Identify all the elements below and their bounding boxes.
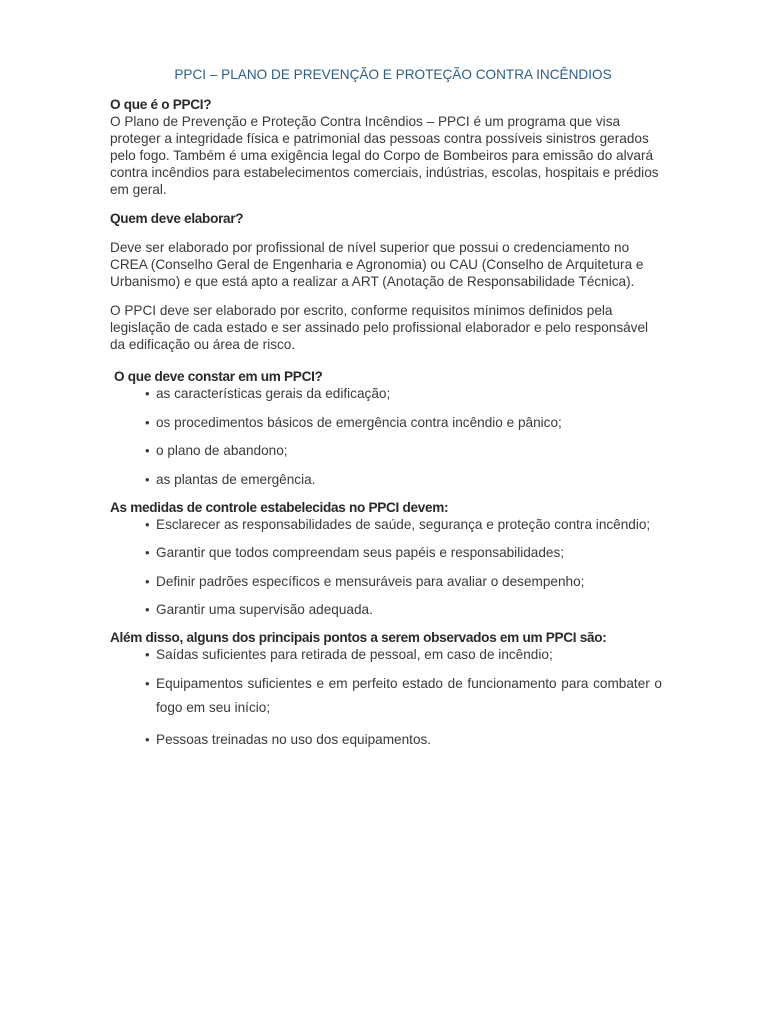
section-contents [110,368,662,488]
document-title: PPCI – PLANO DE PREVENÇÃO E PROTEÇÃO CONTRA INCÊNDIOS [174,67,612,82]
main-points-list [110,646,662,748]
bullet-icon: • [145,675,150,691]
list-item: • Definir padrões específicos e mensuráveis para avaliar o desempenho; [145,573,585,589]
bullet-icon: • [145,386,150,401]
bullet-icon: • [145,732,150,747]
section-main-points [110,629,662,748]
paragraph-who-1: Deve ser elaborado por profissional de nível superior que possui o credenciamento no CREA (Conselho Geral de Engenharia e Agronomia) ou CAU (Conselho de Arquitetura e Urbanismo) e que está apto a realizar a ART (Anotação de Responsabilidade Técnica). [110,240,644,289]
list-item: • Esclarecer as responsabilidades de saúde, segurança e proteção contra incêndio; [145,516,651,532]
bullet-icon: • [145,471,150,487]
list-item: • Saídas suficientes para retirada de pessoal, em caso de incêndio; [145,647,553,662]
section-heading-main-points: Além disso, alguns dos principais pontos a serem observados em um PPCI são: [110,630,607,645]
list-item: • o plano de abandono; [145,443,288,458]
paragraph-who-2: O PPCI deve ser elaborado por escrito, conforme requisitos mínimos definidos pela legislação de cada estado e ser assinado pelo profissional elaborador e pelo responsável da edificação ou área de risco. [110,303,649,352]
section-control-measures [110,499,662,619]
bullet-icon: • [145,647,150,662]
list-item: • as plantas de emergência. [145,471,316,487]
section-who-elaborates [110,210,662,353]
paragraph-what-is: O Plano de Prevenção e Proteção Contra Incêndios – PPCI é um programa que visa proteger a integridade física e patrimonial das pessoas contra possíveis sinistros gerados pelo fogo. Também é uma exigência legal do Corpo de Bombeiros para emissão do alvará contra incêndios para estabelecimentos comerciais, indústrias, escolas, hospitais e prédios em geral. [110,114,659,197]
bullet-icon: • [145,602,150,617]
control-measures-list [110,516,662,619]
section-heading-who: Quem deve elaborar? [110,211,244,226]
list-item: • Garantir uma supervisão adequada. [145,602,373,617]
contents-list [110,385,662,488]
section-what-is [110,96,662,198]
section-heading-control: As medidas de controle estabelecidas no PPCI devem: [110,499,449,515]
bullet-icon: • [145,573,150,589]
list-item: • as características gerais da edificação; [145,386,391,401]
document-page [110,66,662,760]
bullet-icon: • [145,414,150,430]
bullet-icon: • [145,545,150,560]
list-item: • Garantir que todos compreendam seus papéis e responsabilidades; [145,545,565,560]
bullet-icon: • [145,516,150,532]
list-item: • os procedimentos básicos de emergência contra incêndio e pânico; [145,414,562,430]
section-heading-what-is: O que é o PPCI? [110,97,212,112]
bullet-icon: • [145,443,150,458]
section-heading-contents: O que deve constar em um PPCI? [114,369,323,384]
list-item: • Pessoas treinadas no uso dos equipamentos. [145,732,432,747]
list-item: • Equipamentos suficientes e em perfeito estado de funcionamento para combater o fogo em seu início; [110,672,662,720]
